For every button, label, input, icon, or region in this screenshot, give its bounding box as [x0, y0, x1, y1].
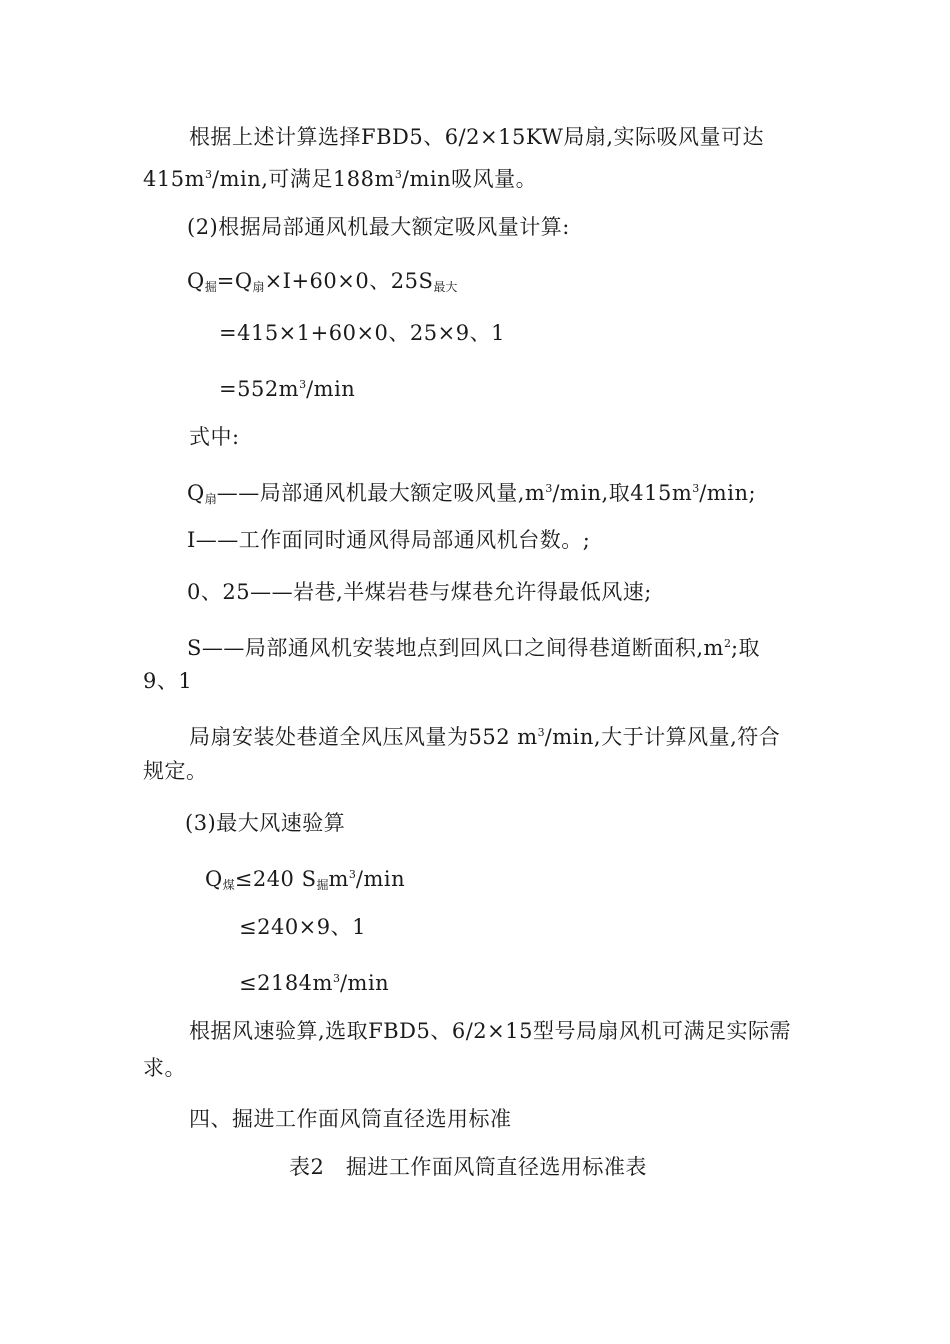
text-fragment: m	[328, 867, 349, 891]
text-fragment: =552m	[219, 377, 300, 401]
formula-line2: =415×1+60×0、25×9、1	[219, 321, 505, 345]
subscript: 扇	[252, 280, 265, 294]
paragraph-selection-line1: 根据上述计算选择FBD5、6/2×15KW局扇,实际吸风量可达	[189, 125, 765, 149]
text-fragment: S——局部通风机安装地点到回风口之间得巷道断面积,m	[187, 636, 724, 660]
definition-s-line1	[187, 629, 760, 663]
text-fragment: /min	[339, 971, 390, 995]
text-fragment: /min,可满足188m	[212, 167, 395, 191]
text-fragment: Q	[187, 269, 205, 293]
superscript: 3	[537, 726, 545, 739]
text-fragment: ;取	[730, 636, 761, 660]
subscript: 掘	[316, 878, 329, 892]
text-fragment: 局扇安装处巷道全风压风量为552 m	[189, 725, 538, 749]
definition-q-shan	[187, 474, 756, 514]
text-fragment: /min	[306, 377, 356, 401]
formula-q-jue	[187, 266, 457, 302]
superscript: 3	[394, 168, 402, 181]
superscript: 3	[299, 378, 307, 391]
text-fragment: ×Ⅰ+60×0、25S	[264, 269, 434, 293]
text-fragment: /min,取415m	[552, 481, 693, 505]
paragraph-conclusion-line1: 根据风速验算,选取FBD5、6/2×15型号局扇风机可满足实际需	[189, 1019, 791, 1043]
formula2-line3	[239, 964, 389, 998]
superscript: 3	[332, 972, 340, 985]
superscript: 3	[205, 168, 212, 181]
text-fragment: /min	[355, 867, 406, 891]
text-fragment: /min吸风量。	[401, 167, 538, 191]
text-fragment: ≤240 S	[234, 867, 317, 891]
text-fragment: Q	[205, 867, 223, 891]
formula-line3	[219, 370, 355, 404]
paragraph-selection-line2	[143, 160, 537, 194]
text-fragment: /min,大于计算风量,符合	[544, 725, 781, 749]
subscript: 煤	[222, 878, 235, 892]
superscript: 3	[692, 482, 700, 495]
formula2-line2: ≤240×9、1	[239, 915, 366, 939]
paragraph-fan-line2: 规定。	[143, 759, 208, 783]
table-caption: 表2 掘进工作面风筒直径选用标准表	[289, 1155, 647, 1179]
where-label: 式中:	[189, 425, 240, 449]
text-fragment: 415m	[143, 167, 205, 191]
text-fragment: =Q	[216, 269, 253, 293]
definition-s-line2: 9、1	[143, 669, 193, 693]
subscript: 最大	[433, 280, 458, 294]
superscript: 2	[723, 637, 731, 650]
subscript: 扇	[204, 492, 217, 506]
text-fragment: /min;	[699, 481, 757, 505]
text-fragment: ≤2184m	[239, 971, 333, 995]
formula-q-mei	[205, 860, 405, 900]
definition-i: I——工作面同时通风得局部通风机台数。;	[187, 528, 591, 552]
subscript: 掘	[204, 280, 217, 294]
section-heading-3: (3)最大风速验算	[185, 811, 346, 835]
paragraph-conclusion-line2: 求。	[143, 1056, 186, 1080]
section-heading-4: 四、掘进工作面风筒直径选用标准	[189, 1107, 512, 1131]
section-heading-2: (2)根据局部通风机最大额定吸风量计算:	[187, 215, 570, 239]
superscript: 3	[545, 482, 553, 495]
text-fragment: ——局部通风机最大额定吸风量,m	[216, 481, 546, 505]
paragraph-fan-line1	[189, 718, 780, 752]
superscript: 3	[348, 868, 356, 881]
definition-025: 0、25——岩巷,半煤岩巷与煤巷允许得最低风速;	[187, 580, 652, 604]
text-fragment: Q	[187, 481, 205, 505]
